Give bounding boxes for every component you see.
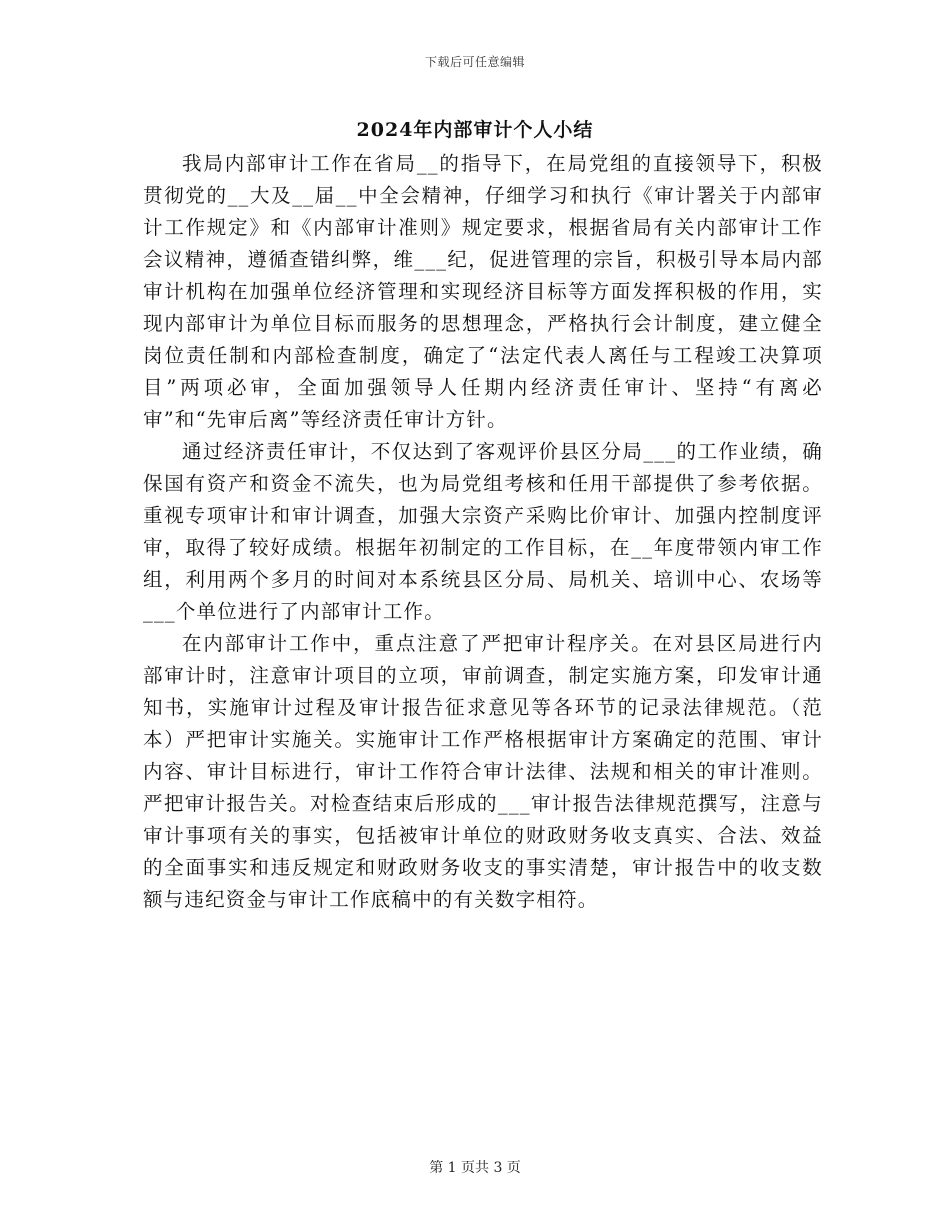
paragraph-1: 我局内部审计工作在省局__的指导下，在局党组的直接领导下，积极贯彻党的__大及__届__中全会精神，仔细学习和执行《审计署关于内部审计工作规定》和《内部审计准则》规定要求，根据省局有关内部审计工作会议精神，遵循查错纠弊，维___纪，促进管理的宗旨，积极引导本局内部审计机构在加强单位经济管理和实现经济目标等方面发挥积极的作用，实现内部审计为单位目标而服务的思想理念，严格执行会计制度，建立健全岗位责任制和内部检查制度，确定了“法定代表人离任与工程竣工决算项目”两项必审，全面加强领导人任期内经济责任审计、坚持“有离必审”和“先审后离”等经济责任审计方针。 [143,152,823,431]
page-indicator: 第 1 页共 3 页 [429,1160,521,1176]
paragraph-2: 通过经济责任审计，不仅达到了客观评价县区分局___的工作业绩，确保国有资产和资金不流失，也为局党组考核和任用干部提供了参考依据。重视专项审计和审计调查，加强大宗资产采购比价审计、加强内控制度评审，取得了较好成绩。根据年初制定的工作目标，在__年度带领内审工作组，利用两个多月的时间对本系统县区分局、局机关、培训中心、农场等___个单位进行了内部审计工作。 [143,440,823,623]
header-note: 下载后可任意编辑 [424,55,525,69]
document-body [143,148,823,916]
document-title: 2024年内部审计个人小结 [356,119,594,141]
paragraph-3: 在内部审计工作中，重点注意了严把审计程序关。在对县区局进行内部审计时，注意审计项目的立项，审前调查，制定实施方案，印发审计通知书，实施审计过程及审计报告征求意见等各环节的记录法律规范。（范本）严把审计实施关。实施审计工作严格根据审计方案确定的范围、审计内容、审计目标进行，审计工作符合审计法律、法规和相关的审计准则。严把审计报告关。对检查结束后形成的___审计报告法律规范撰写，注意与审计事项有关的事实，包括被审计单位的财政财务收支真实、合法、效益的全面事实和违反规定和财政财务收支的事实清楚，审计报告中的收支数额与违纪资金与审计工作底稿中的有关数字相符。 [143,632,823,911]
